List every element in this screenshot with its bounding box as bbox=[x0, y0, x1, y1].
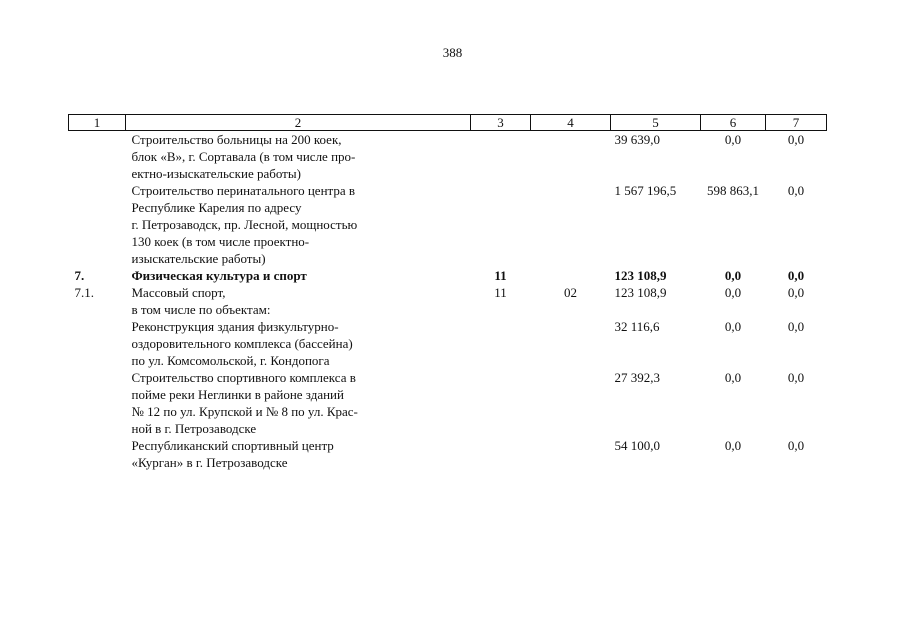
subsection-code bbox=[531, 131, 611, 183]
page-number: 388 bbox=[442, 45, 463, 60]
table-row bbox=[69, 284, 827, 318]
budget-table bbox=[68, 114, 827, 471]
column-header-2: 2 bbox=[126, 115, 471, 131]
item-name: Физическая культура и спорт bbox=[131, 268, 307, 283]
amount-col-6: 0,0 bbox=[724, 285, 742, 300]
amount-col-7: 0,0 bbox=[787, 183, 805, 198]
amount-col-6: 0,0 bbox=[724, 132, 742, 147]
table-row bbox=[69, 131, 827, 183]
amount-col-7: 0,0 bbox=[787, 438, 805, 453]
row-number: 7. bbox=[74, 268, 85, 283]
amount-col-5: 1 567 196,5 bbox=[614, 183, 677, 198]
item-name: Реконструкция здания физкультурно- оздоровительного комплекса (бассейна) по ул. Комсомольской, г. Кондопога bbox=[131, 319, 353, 368]
amount-col-5: 32 116,6 bbox=[614, 319, 660, 334]
subsection-code bbox=[531, 437, 611, 471]
item-name: Строительство спортивного комплекса в пойме реки Неглинки в районе зданий № 12 по ул. Крупской и № 8 по ул. Крас- ной в г. Петрозаводске bbox=[131, 370, 358, 436]
amount-col-6: 0,0 bbox=[724, 268, 742, 283]
amount-col-5: 27 392,3 bbox=[614, 370, 660, 385]
column-header-7: 7 bbox=[766, 115, 827, 131]
section-code: 11 bbox=[494, 285, 507, 300]
row-number bbox=[69, 437, 126, 471]
table-row bbox=[69, 437, 827, 471]
amount-col-5: 54 100,0 bbox=[614, 438, 660, 453]
row-number bbox=[69, 182, 126, 267]
subsection-code bbox=[531, 267, 611, 284]
row-number bbox=[69, 131, 126, 183]
amount-col-5: 123 108,9 bbox=[614, 285, 667, 300]
table-body bbox=[69, 131, 827, 472]
amount-col-5: 123 108,9 bbox=[614, 268, 667, 283]
row-number bbox=[69, 318, 126, 369]
subsection-code bbox=[531, 318, 611, 369]
amount-col-7: 0,0 bbox=[787, 268, 805, 283]
column-header-4: 4 bbox=[531, 115, 611, 131]
amount-col-7: 0,0 bbox=[787, 319, 805, 334]
item-name: Строительство перинатального центра в Республике Карелия по адресу г. Петрозаводск, пр. Лесной, мощностью 130 коек (в том числе проектно- изыскательские работы) bbox=[131, 183, 358, 266]
table-row bbox=[69, 369, 827, 437]
amount-col-7: 0,0 bbox=[787, 285, 805, 300]
subsection-code: 02 bbox=[564, 285, 577, 300]
header-row bbox=[69, 115, 827, 131]
item-name: Республиканский спортивный центр «Курган» в г. Петрозаводске bbox=[131, 438, 334, 470]
section-code bbox=[471, 182, 531, 267]
amount-col-7: 0,0 bbox=[787, 370, 805, 385]
amount-col-7: 0,0 bbox=[787, 132, 805, 147]
table-row bbox=[69, 182, 827, 267]
subsection-code bbox=[531, 369, 611, 437]
section-code: 11 bbox=[494, 268, 507, 283]
item-name: Строительство больницы на 200 коек, блок «В», г. Сортавала (в том числе про- ектно-изыскательские работы) bbox=[131, 132, 356, 181]
item-name: Массовый спорт, в том числе по объектам: bbox=[131, 285, 271, 317]
column-header-1: 1 bbox=[69, 115, 126, 131]
amount-col-6: 598 863,1 bbox=[707, 183, 759, 198]
table-row bbox=[69, 318, 827, 369]
amount-col-6: 0,0 bbox=[724, 370, 742, 385]
row-number: 7.1. bbox=[74, 285, 94, 300]
column-header-5: 5 bbox=[611, 115, 701, 131]
subsection-code bbox=[531, 182, 611, 267]
amount-col-6: 0,0 bbox=[724, 319, 742, 334]
amount-col-5: 39 639,0 bbox=[614, 132, 660, 147]
table-row bbox=[69, 267, 827, 284]
section-code bbox=[471, 131, 531, 183]
column-header-6: 6 bbox=[701, 115, 766, 131]
section-code bbox=[471, 318, 531, 369]
section-code bbox=[471, 437, 531, 471]
section-code bbox=[471, 369, 531, 437]
row-number bbox=[69, 369, 126, 437]
amount-col-6: 0,0 bbox=[724, 438, 742, 453]
column-header-3: 3 bbox=[471, 115, 531, 131]
